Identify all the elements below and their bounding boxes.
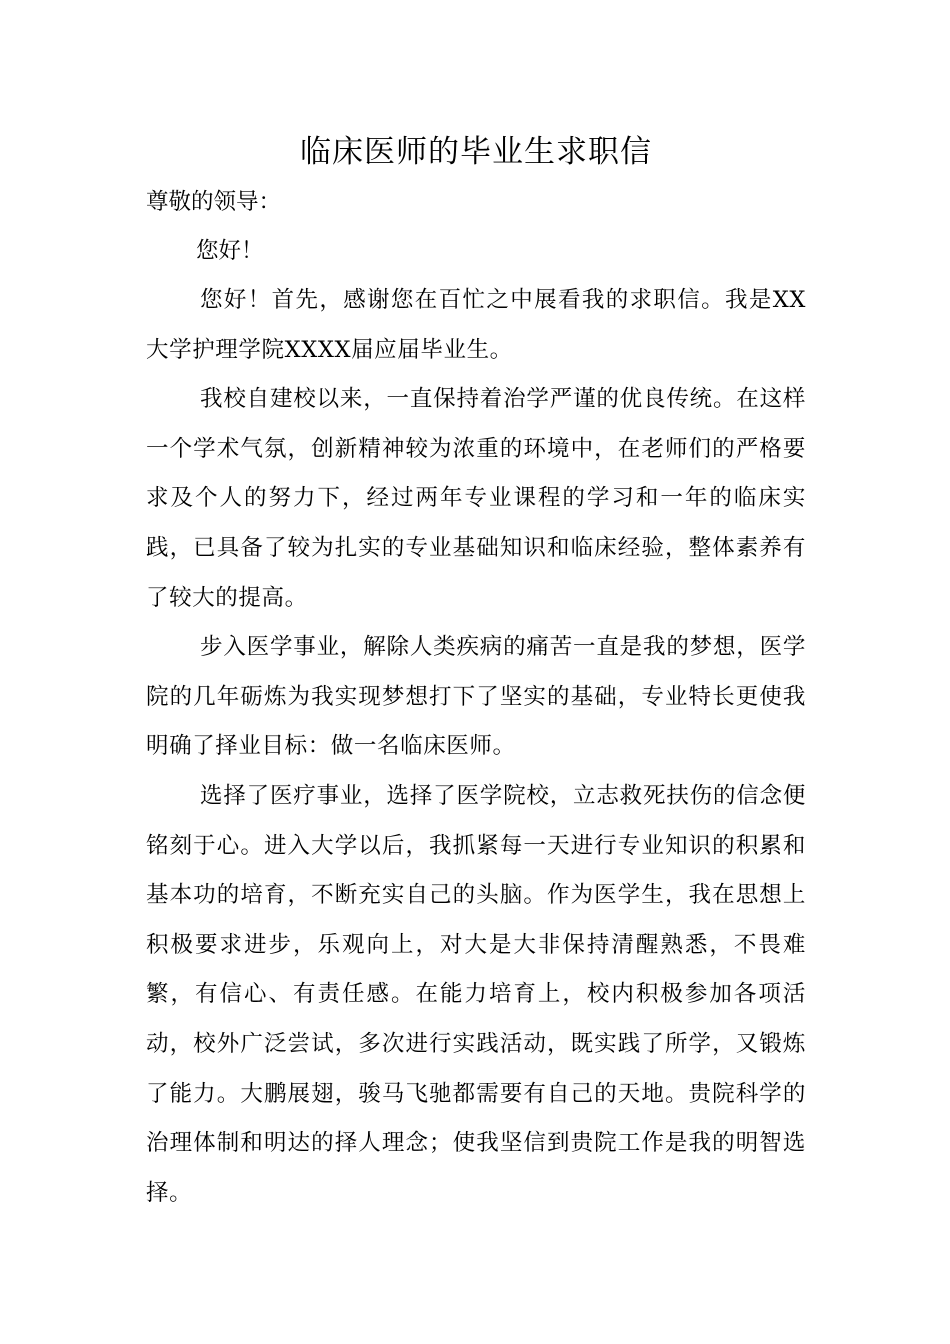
paragraph-school: 我校自建校以来，一直保持着治学严谨的优良传统。在这样一个学术气氛，创新精神较为浓重的环境中，在老师们的严格要求及个人的努力下，经过两年专业课程的学习和一年的临床实践，已具备了较为扎实的专业基础知识和临床经验，整体素养有了较大的提高。	[146, 386, 806, 611]
greeting: 您好！	[196, 238, 264, 264]
letter-body	[146, 124, 806, 1218]
document-title: 临床医师的毕业生求职信	[300, 134, 652, 170]
paragraph-experience: 选择了医疗事业，选择了医学院校，立志救死扶伤的信念便铭刻于心。进入大学以后，我抓紧每一天进行专业知识的积累和基本功的培育，不断充实自己的头脑。作为医学生，我在思想上积极要求进步，乐观向上，对大是大非保持清醒熟悉，不畏难繁，有信心、有责任感。在能力培育上，校内积极参加各项活动，校外广泛尝试，多次进行实践活动，既实践了所学，又锻炼了能力。大鹏展翅，骏马飞驰都需要有自己的天地。贵院科学的治理体制和明达的择人理念；使我坚信到贵院工作是我的明智选择。	[146, 782, 806, 1206]
paragraph-intro: 您好！首先，感谢您在百忙之中展看我的求职信。我是XX大学护理学院XXXX届应届毕业生。	[146, 287, 806, 363]
paragraph-goal: 步入医学事业，解除人类疾病的痛苦一直是我的梦想，医学院的几年砺炼为我实现梦想打下了坚实的基础，专业特长更使我明确了择业目标：做一名临床医师。	[146, 634, 806, 760]
salutation: 尊敬的领导：	[146, 189, 282, 215]
